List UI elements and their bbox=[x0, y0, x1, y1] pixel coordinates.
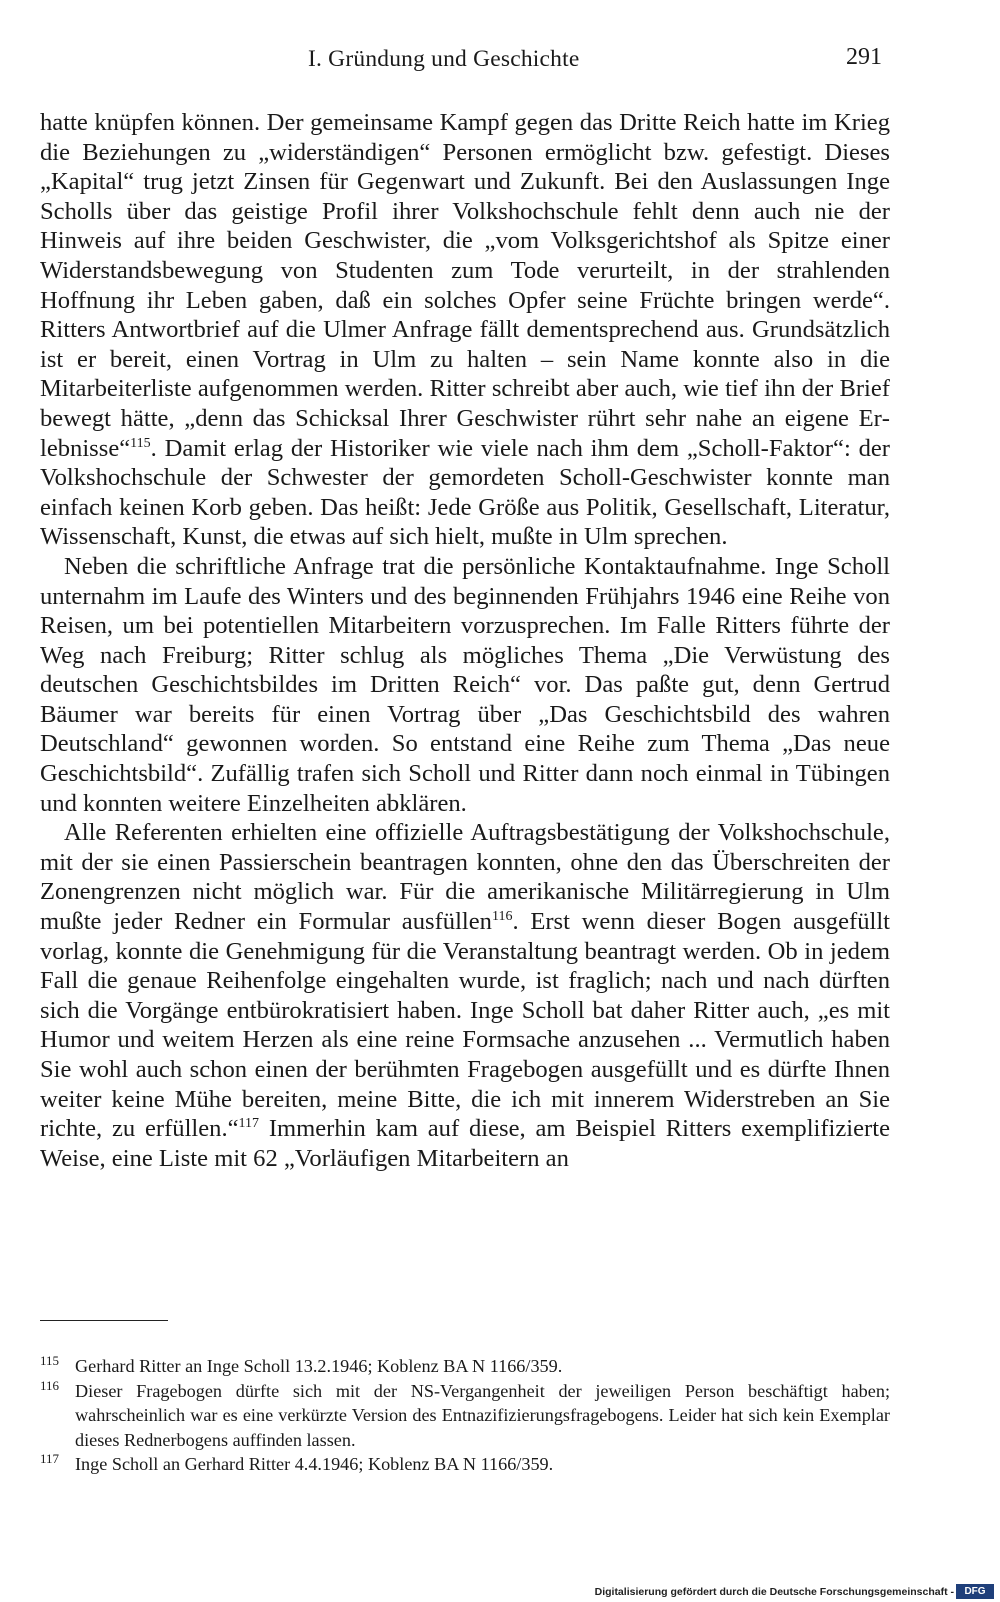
paragraph-text: . Erst wenn dieser Bogen ausgefüllt vorlag, konnte die Genehmigung für die Veranstaltung beantragt werden. Ob in jedem Fall die genaue Reihenfolge eingehalten wurde, ist fraglich; nach und nach dürften sich die Vorgänge entbürokratisiert haben. Inge Scholl bat daher Ritter auch, „es mit Humor und weitem Herzen als eine reine Formsache anzusehen ... Vermutlich haben Sie wohl auch schon einen der berühmten Fragebogen ausgefüllt und es dürfte Ihnen weiter keine Mühe bereiten, meine Bitte, die ich mit innerem Widerstreben an Sie richte, zu erfüllen.“ bbox=[40, 908, 890, 1143]
footnote-reference: 117 bbox=[238, 1116, 259, 1132]
footnote-number: 116 bbox=[40, 1377, 60, 1393]
footnote-divider bbox=[40, 1320, 168, 1321]
footnote-115 bbox=[40, 1354, 890, 1379]
footnote-reference: 116 bbox=[491, 909, 513, 925]
paragraph-text: Immerhin kam auf diese, am Beispiel Ritters exemplifizierte Weise, eine Liste mit 62 „Vorläufigen Mitarbeitern an bbox=[40, 1115, 890, 1172]
paragraph-1 bbox=[40, 108, 890, 552]
page-header bbox=[0, 46, 1000, 82]
paragraph-text: . Damit erlag der Historiker wie viele nach ihm dem „Scholl-Faktor“: der Volkshochschule der Schwester der gemordeten Scholl-Geschwister konnte man einfach keinen Korb geben. Das heißt: Jede Größe aus Politik, Gesellschaft, Literatur, Wissenschaft, Kunst, die etwas auf sich hielt, mußte in Ulm sprechen. bbox=[40, 434, 890, 551]
page-number: 291 bbox=[846, 44, 882, 70]
footnote-text: Gerhard Ritter an Inge Scholl 13.2.1946; Koblenz BA N 1166/359. bbox=[75, 1356, 563, 1376]
footnote-number: 117 bbox=[40, 1451, 60, 1466]
paragraph-3 bbox=[40, 818, 890, 1173]
footnote-text: Dieser Fragebogen dürfte sich mit der NS-Vergangenheit der jeweiligen Person beschäftigt haben; wahrscheinlich war es eine verkürzte Version des Entnazifizierungsfragebogens. Leider hat sich kein Exemplar dieses Rednerbogens auffinden lassen. bbox=[75, 1380, 890, 1450]
footnote-reference: 115 bbox=[130, 435, 151, 451]
dfg-logo-icon: DFG bbox=[956, 1584, 994, 1599]
body-text bbox=[40, 108, 890, 1173]
paragraph-text: hatte knüpfen können. Der gemeinsame Kampf gegen das Dritte Reich hatte im Krieg die Beziehungen zu „widerständigen“ Personen ermöglicht bzw. gefestigt. Dieses „Kapital“ trug jetzt Zinsen für Gegenwart und Zukunft. Bei den Auslassungen Inge Scholls über das geistige Profil ihrer Volkshochschule fehlt denn auch nie der Hinweis auf ihre beiden Geschwister, die „vom Volksgerichtshof als Spitze einer Widerstandsbewegung von Studenten zum Tode verurteilt, in der strahlenden Hoffnung ihr Leben gaben, daß ein solches Opfer seine Früchte bringen werde“. Ritters Antwortbrief auf die Ulmer Anfrage fällt dementsprechend aus. Grundsätzlich ist er bereit, einen Vortrag in Ulm zu halten – sein Name konnte also in die Mitarbeiterliste aufgenommen werden. Ritter schreibt aber auch, wie tief ihn der Brief bewegt hätte, „denn das Schicksal Ihrer Geschwister rührt sehr nahe an eigene Erlebnisse“ bbox=[40, 109, 890, 462]
footnote-text: Inge Scholl an Gerhard Ritter 4.4.1946; Koblenz BA N 1166/359. bbox=[75, 1454, 554, 1474]
paragraph-text: Alle Referenten erhielten eine offizielle Auftragsbestätigung der Volkshochschule, mit der sie einen Passierschein beantragen konnten, ohne den das Überschreiten der Zonengrenzen nicht möglich war. Für die amerikanische Militärregierung in Ulm mußte jeder Redner ein Formular ausfüllen bbox=[40, 819, 890, 936]
footnote-117 bbox=[40, 1452, 890, 1477]
footnote-number: 115 bbox=[40, 1353, 60, 1368]
digitization-credit: Digitalisierung gefördert durch die Deutsche Forschungsgemeinschaft - bbox=[594, 1586, 954, 1598]
footnote-116 bbox=[40, 1379, 890, 1453]
paragraph-2: Neben die schriftliche Anfrage trat die persönliche Kontaktaufnahme. Inge Scholl unternahm im Laufe des Winters und des beginnenden Frühjahrs 1946 eine Reihe von Reisen, um bei potentiellen Mitarbeitern vorzusprechen. Im Falle Ritters führte der Weg nach Freiburg; Ritter schlug als mögliches Thema „Die Verwüstung des deutschen Geschichtsbildes im Dritten Reich“ vor. Das paßte gut, denn Gertrud Bäumer war bereits für einen Vortrag über „Das Geschichtsbild des wahren Deutschland“ gewonnen worden. So entstand eine Reihe zum Thema „Das neue Geschichtsbild“. Zufällig trafen sich Scholl und Ritter dann noch einmal in Tübingen und konnten weitere Einzelheiten abklären. bbox=[40, 552, 890, 817]
running-title: I. Gründung und Geschichte bbox=[308, 46, 580, 72]
footnotes bbox=[40, 1354, 890, 1477]
